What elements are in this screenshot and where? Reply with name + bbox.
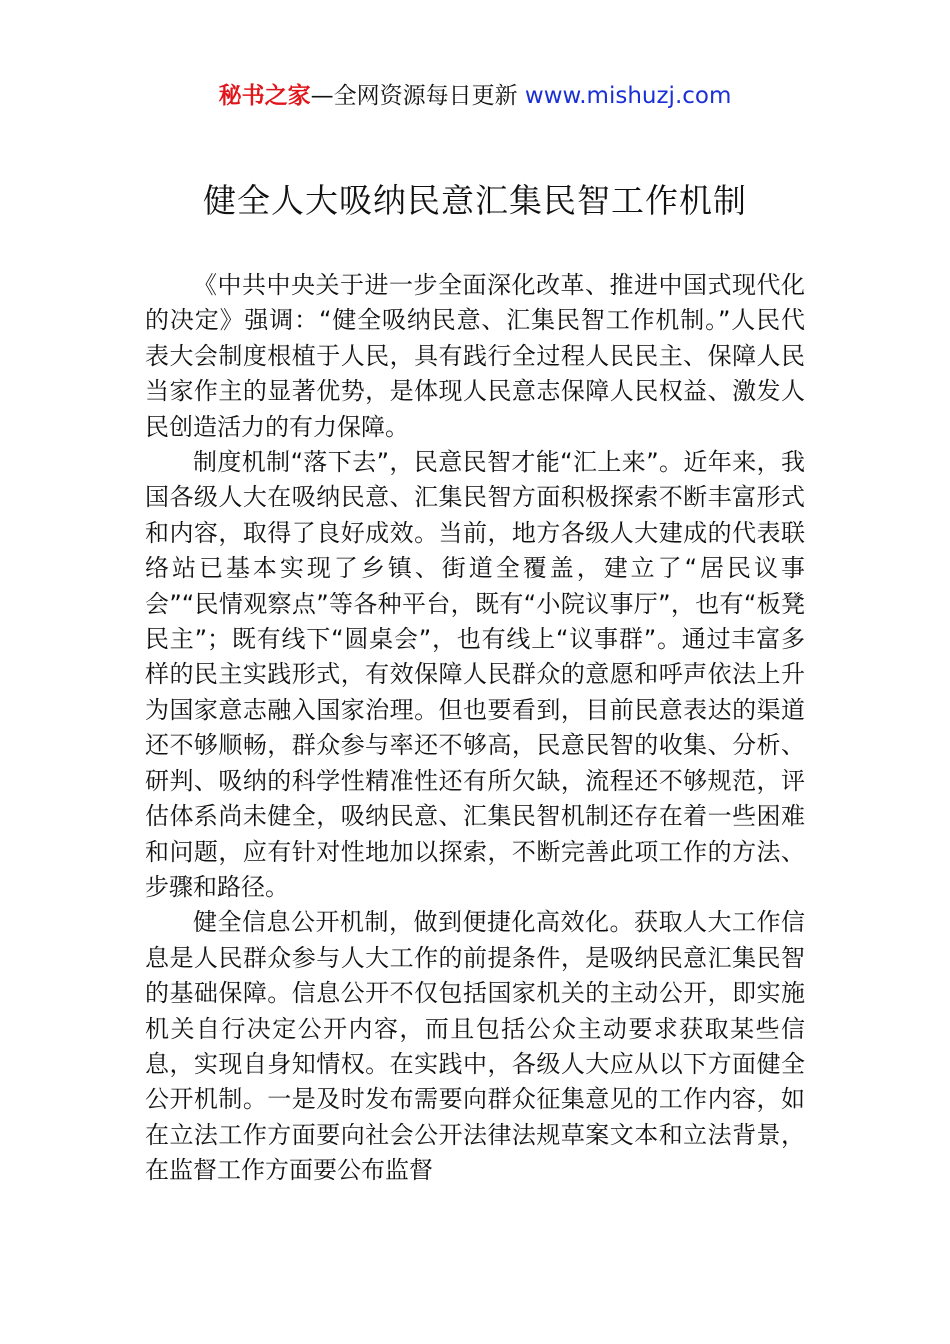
site-tagline: —全网资源每日更新: [310, 83, 525, 109]
site-header: [0, 80, 950, 112]
paragraph: 《中共中央关于进一步全面深化改革、推进中国式现代化的决定》强调：“健全吸纳民意、汇集民智工作机制。”人民代表大会制度根植于人民，具有践行全过程人民民主、保障人民当家作主的显著优势，是体现人民意志保障人民权益、激发人民创造活力的有力保障。: [145, 271, 805, 441]
paragraph: 健全信息公开机制，做到便捷化高效化。获取人大工作信息是人民群众参与人大工作的前提条件，是吸纳民意汇集民智的基础保障。信息公开不仅包括国家机关的主动公开，即实施机关自行决定公开内容，而且包括公众主动要求获取某些信息，实现自身知情权。在实践中，各级人大应从以下方面健全公开机制。一是及时发布需要向群众征集意见的工作内容，如在立法工作方面要向社会公开法律法规草案文本和立法背景，在监督工作方面要公布监督: [145, 908, 805, 1185]
document-body: [145, 268, 805, 1189]
site-brand: 秘书之家: [218, 83, 311, 109]
site-url-link[interactable]: www.mishuzj.com: [524, 83, 732, 109]
paragraph: 制度机制“落下去”，民意民智才能“汇上来”。近年来，我国各级人大在吸纳民意、汇集民智方面积极探索不断丰富形式和内容，取得了良好成效。当前，地方各级人大建成的代表联络站已基本实现了乡镇、街道全覆盖，建立了“居民议事会”“民情观察点”等各种平台，既有“小院议事厅”，也有“板凳民主”；既有线下“圆桌会”，也有线上“议事群”。通过丰富多样的民主实践形式，有效保障人民群众的意愿和呼声依法上升为国家意志融入国家治理。但也要看到，目前民意表达的渠道还不够顺畅，群众参与率还不够高，民意民智的收集、分析、研判、吸纳的科学性精准性还有所欠缺，流程还不够规范，评估体系尚未健全，吸纳民意、汇集民智机制还存在着一些困难和问题，应有针对性地加以探索，不断完善此项工作的方法、步骤和路径。: [145, 448, 805, 901]
document-title: 健全人大吸纳民意汇集民智工作机制: [203, 181, 747, 220]
